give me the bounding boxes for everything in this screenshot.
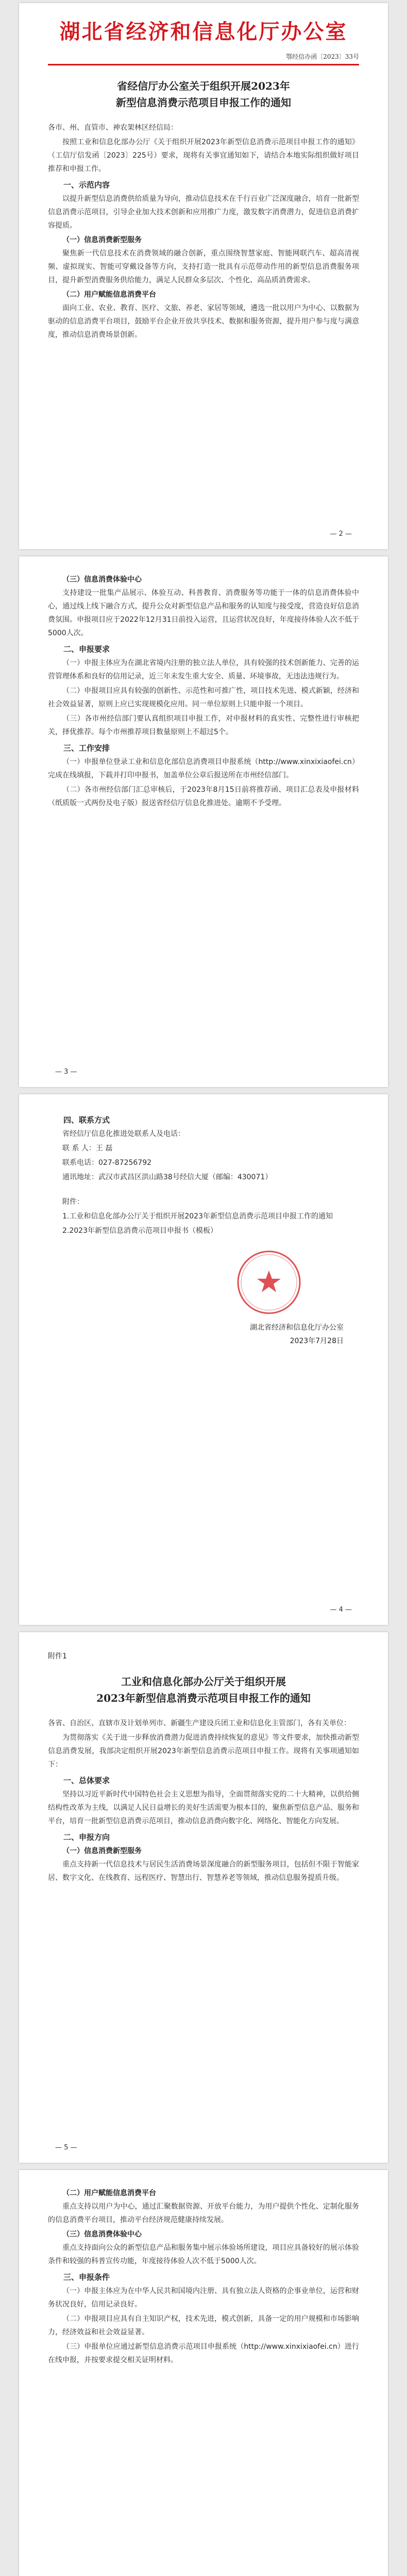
paragraph: 省经信厅信息化推进处联系人及电话：	[62, 1130, 185, 1138]
section-heading: 二、申报要求	[63, 645, 110, 654]
notice-title-line1: 省经信厅办公室关于组织开展2023年	[117, 80, 290, 92]
paragraph: 为贯彻落实《关于进一步释放消费潜力促进消费持续恢复的意见》等文件要求，加快推动新型信息消费发展，我部决定组织开展2023年新型信息消费示范项目申报工作。现将有关事项通知如下：	[48, 1734, 359, 1769]
page-2	[19, 556, 388, 1087]
red-divider	[48, 64, 359, 65]
attachment-title-line2: 2023年新型信息消费示范项目申报工作的通知	[96, 1692, 311, 1704]
paragraph: （二）申报项目应具有较强的创新性、示范性和可推广性，项目技术先进、模式新颖，经济和社会效益显著，原则上应已实现规模化应用。同一单位原则上只能申报一个项目。	[48, 687, 359, 708]
masthead: 湖北省经济和信息化厅办公室	[59, 20, 348, 44]
paragraph: 以提升新型信息消费供给质量为导向，推动信息技术在千行百业广泛深度融合，培育一批新型信息消费示范项目，引导企业加大技术创新和应用推广力度，激发数字消费潜力，促进信息消费扩容提质。	[48, 195, 359, 230]
contact-address: 通讯地址：武汉市武昌区洪山路38号经信大厦（邮编：430071）	[62, 1173, 273, 1181]
attachment-title	[48, 1673, 359, 1706]
paragraph: 按照工业和信息化部办公厅《关于组织开展2023年新型信息消费示范项目申报工作的通知》（工信厅信发函〔2023〕225号）要求，现将有关事宜通知如下，请结合本地实际组织做好项目推荐和申报工作。	[48, 138, 359, 173]
paragraph: （三）申报单位应通过新型信息消费示范项目申报系统（http://www.xinxixiaofei.cn）进行在线申报，并按要求提交相关证明材料。	[48, 2343, 359, 2364]
attachment-title-line1: 工业和信息化部办公厅关于组织开展	[121, 1675, 286, 1688]
section-heading: 三、工作安排	[63, 743, 110, 753]
page-number: — 5 —	[55, 2144, 77, 2151]
paragraph: （一）申报主体应为在湖北省境内注册的独立法人单位，具有较强的技术创新能力、完善的运营管理体系和良好的信用记录，近三年未发生重大安全、质量、环境事故，无违法违规行为。	[48, 659, 359, 681]
paragraph: 坚持以习近平新时代中国特色社会主义思想为指导，全面贯彻落实党的二十大精神，以供给侧结构性改革为主线，以满足人民日益增长的美好生活需要为根本目的，聚焦新型信息产品、服务和平台，培育一批新型信息消费示范项目，推动信息消费向数字化、网络化、智能化方向发展。	[48, 1790, 359, 1825]
subsection-heading: （三）信息消费体验中心	[62, 2230, 142, 2239]
subsection-heading: （二）用户赋能信息消费平台	[62, 2189, 156, 2197]
paragraph: 面向工业、农业、教育、医疗、文旅、养老、家居等领域，遴选一批以用户为中心、以数据为驱动的信息消费平台项目，鼓励平台企业开放共享技术、数据和服务资源，提升用户参与度与满意度，推动信息消费场景创新。	[48, 304, 359, 339]
addressee: 各市、州、直管市、神农架林区经信局：	[48, 124, 178, 132]
attachment-item: 2.2023年新型信息消费示范项目申报书（模板）	[62, 1227, 217, 1235]
paragraph: （一）申报单位登录工业和信息化部信息消费项目申报系统（http://www.xinxixiaofei.cn）完成在线填报，下载并打印申报书，加盖单位公章后报送所在市州经信部门。	[48, 758, 359, 779]
paragraph: 支持建设一批集产品展示、体验互动、科普教育、消费服务等功能于一体的信息消费体验中心，通过线上线下融合方式，提升公众对新型信息产品和服务的认知度与接受度，营造良好信息消费氛围。申报项目应于2022年12月31日前投入运营，且运营状况良好，年度接待体验人次不低于5000人次。	[48, 589, 359, 637]
subsection-heading: （一）信息消费新型服务	[62, 1847, 142, 1855]
page-number: — 2 —	[330, 530, 352, 538]
section-heading: 二、申报方向	[63, 1833, 110, 1842]
official-seal-icon	[235, 1249, 302, 1316]
paragraph: 重点支持面向公众的新型信息产品和服务集中展示体验场所建设，项目应具备较好的展示体验条件和较强的科普宣传功能，年度接待体验人次不低于5000人次。	[48, 2244, 359, 2265]
page-3	[19, 1094, 388, 1625]
subsection-heading: （二）用户赋能信息消费平台	[62, 291, 156, 299]
addressee: 各省、自治区、直辖市及计划单列市、新疆生产建设兵团工业和信息化主管部门，各有关单位：	[48, 1719, 351, 1727]
attachment-label: 附件：	[62, 1198, 84, 1206]
paragraph: （一）申报主体应为在中华人民共和国境内注册、具有独立法人资格的企事业单位，运营和财务状况良好，信用记录良好。	[48, 2287, 359, 2309]
paragraph: 聚焦新一代信息技术在消费领域的融合创新，重点围绕智慧家庭、智能网联汽车、超高清视频、虚拟现实、智能可穿戴设备等方向，支持打造一批具有示范带动作用的新型信息消费服务项目，提升新型消费服务供给能力，满足人民群众多层次、个性化、高品质消费需求。	[48, 249, 359, 284]
signature-block	[48, 1249, 359, 1321]
section-heading: 三、申报条件	[63, 2273, 110, 2282]
signing-date: 2023年7月28日	[290, 1337, 344, 1345]
attachment-tag: 附件1	[48, 1652, 67, 1660]
attachment-item: 1.工业和信息化部办公厅关于组织开展2023年新型信息消费示范项目申报工作的通知	[62, 1212, 333, 1221]
notice-title	[48, 78, 359, 111]
contact-phone: 联系电话：027-87256792	[62, 1159, 152, 1167]
section-heading: 四、联系方式	[63, 1115, 110, 1125]
subsection-heading: （一）信息消费新型服务	[62, 236, 142, 244]
signing-org: 湖北省经济和信息化厅办公室	[250, 1324, 344, 1332]
page-5	[19, 2170, 388, 2576]
paragraph: 重点支持以用户为中心，通过汇聚数据资源、开放平台能力，为用户提供个性化、定制化服务的信息消费平台项目，推动平台经济规范健康持续发展。	[48, 2202, 359, 2224]
page-number: — 3 —	[55, 1068, 77, 1076]
paragraph: （二）申报项目应具有自主知识产权，技术先进，模式创新，具备一定的用户规模和市场影响力，经济效益和社会效益显著。	[48, 2315, 359, 2336]
paragraph: （二）各市州经信部门汇总审核后，于2023年8月15日前将推荐函、项目汇总表及申报材料（纸质版一式两份及电子版）报送省经信厅信息化推进处。逾期不予受理。	[48, 786, 359, 807]
page-1	[19, 3, 388, 549]
paragraph: 重点支持新一代信息技术与居民生活消费场景深度融合的新型服务项目，包括但不限于智能家居、数字文化、在线教育、远程医疗、智慧出行、智慧养老等领域，推动信息服务提质升级。	[48, 1860, 359, 1882]
section-heading: 一、示范内容	[63, 180, 110, 190]
contact-person: 联 系 人：王 磊	[62, 1144, 113, 1153]
paragraph: （三）各市州经信部门要认真组织项目申报工作，对申报材料的真实性、完整性进行审核把关，择优推荐。每个市州推荐项目数量原则上不超过5个。	[48, 715, 359, 736]
section-heading: 一、总体要求	[63, 1776, 110, 1785]
subsection-heading: （三）信息消费体验中心	[62, 575, 142, 584]
doc-number: 鄂经信办函〔2023〕33号	[286, 53, 359, 60]
notice-title-line2: 新型信息消费示范项目申报工作的通知	[116, 96, 291, 109]
page-4	[19, 1632, 388, 2163]
page-number: — 4 —	[330, 1606, 352, 1614]
